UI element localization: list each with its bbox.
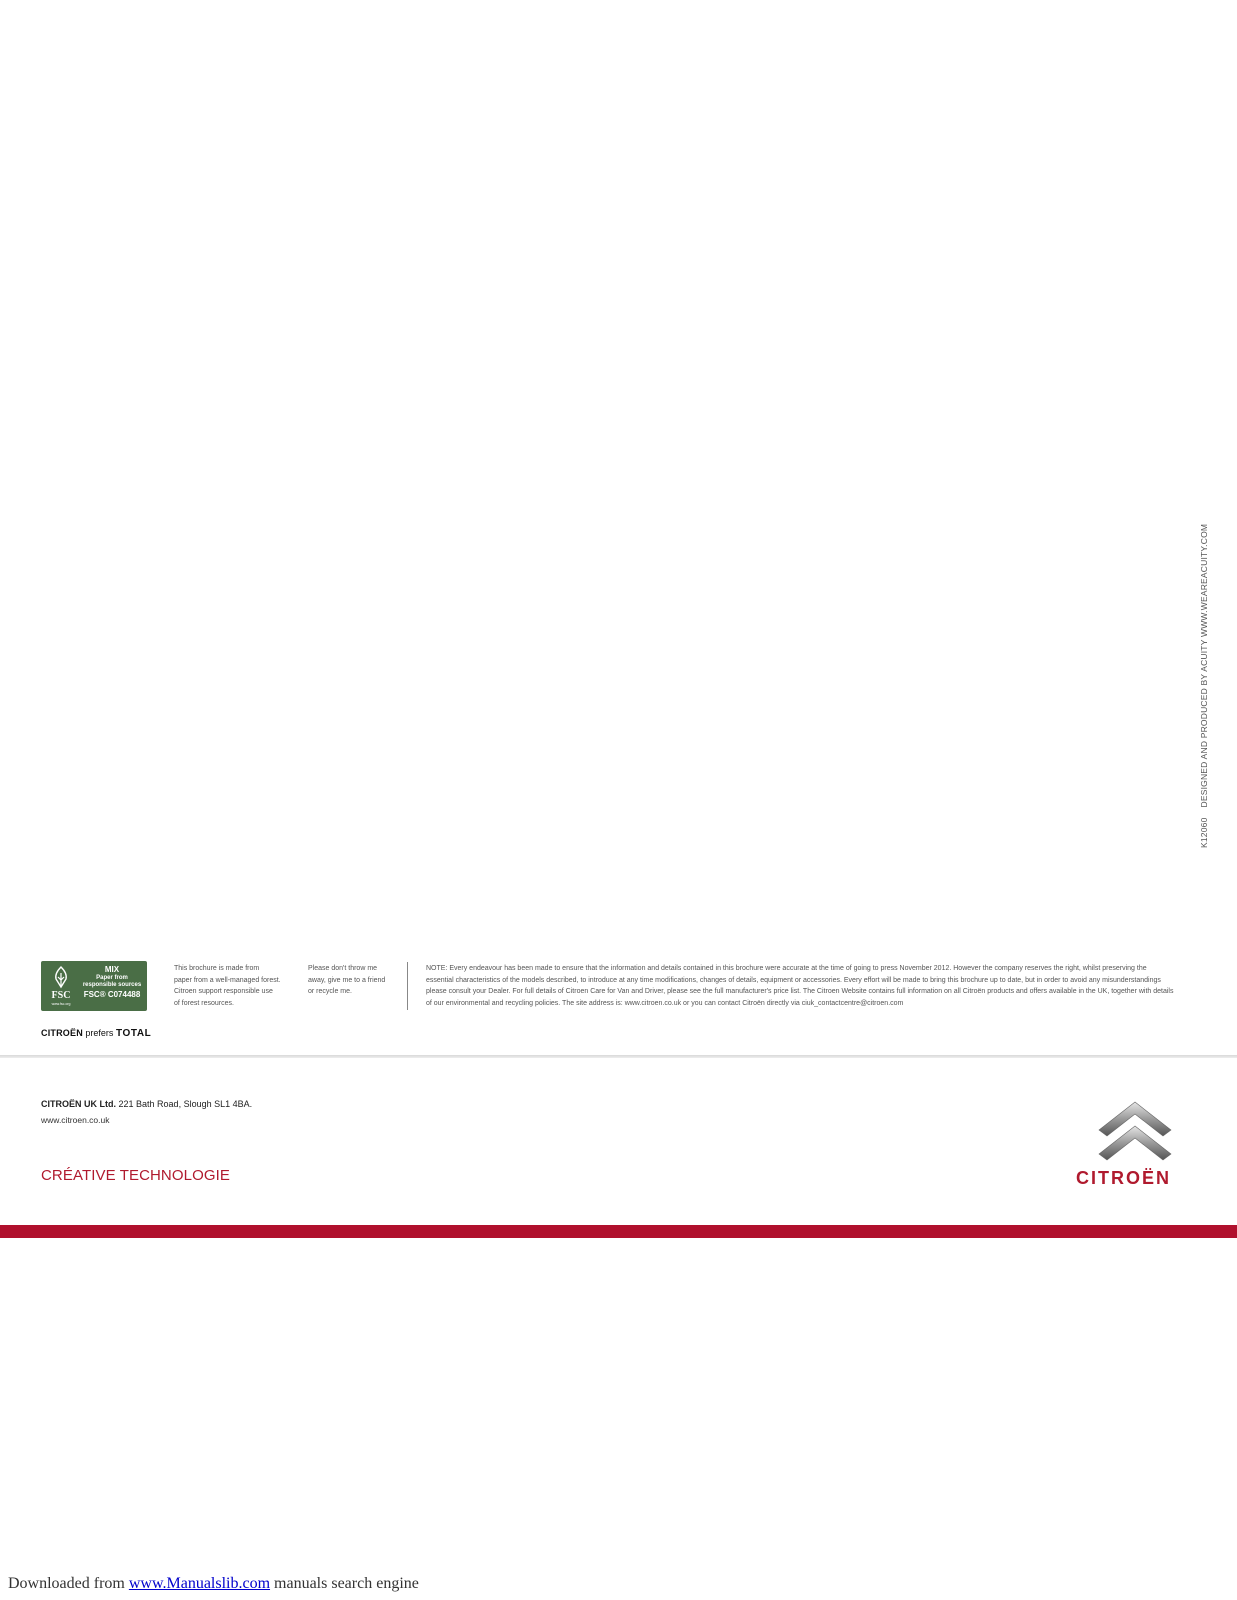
fsc-code: FSC® C074488 [83,990,141,999]
prefers-partner: TOTAL [115,1028,152,1039]
disclaimer-line: essential characteristics of the models described, to introduce at any time modifications, changes of details, equipment or accessories. Every effort will be made to bring this brochure up to date, but in order to avoid any misunderstandings [426,976,1161,984]
fsc-mix: MIX [104,965,120,974]
street-address: 221 Bath Road, Slough SL1 4BA. [118,1099,253,1109]
footer-suffix: manuals search engine [274,1575,419,1592]
disclaimer-note [426,963,1186,1009]
download-footer [8,1575,419,1593]
design-credit: DESIGNED AND PRODUCED BY ACUITY WWW.WEAREACUITY.COM [1199,523,1209,808]
citroen-wordmark: CITROËN [1076,1168,1171,1188]
prefers-word: prefers [85,1028,114,1038]
recycle-note-line: or recycle me. [308,988,352,995]
recycle-note-line: away, give me to a friend [308,976,386,984]
paper-note-line: paper from a well-managed forest. [174,976,281,984]
tagline: CRÉATIVE TECHNOLOGIE [41,1167,230,1184]
paper-note-line: of forest resources. [174,999,234,1007]
company-name: CITROËN UK Ltd. [41,1099,116,1109]
prefers-brand: CITROËN [41,1028,83,1038]
fsc-label [81,965,143,1001]
fsc-line2: responsible sources [82,982,142,988]
recycle-note [308,963,392,998]
disclaimer-line: please consult your Dealer. For full details of Citroen Care for Van and Driver, please see the full manufacturer's price list. The Citroen Website contains full information on all Citroën products and offers available in the UK, together with details [426,988,1174,995]
fsc-logo [41,961,147,1011]
job-code: K12060 [1199,817,1209,848]
company-address [41,1099,252,1109]
prefers-total [41,1028,151,1039]
recycle-note-line: Please don't throw me [308,965,378,972]
footer-prefix: Downloaded from [8,1575,125,1592]
red-band [0,1225,1237,1238]
disclaimer-line: NOTE: Every endeavour has been made to ensure that the information and details contained in this brochure were accurate at the time of going to press November 2012. However the company reserves the right, whilst preserving the [426,965,1147,972]
citroen-chevron-icon [1097,1100,1173,1166]
paper-note [174,963,292,1009]
section-divider [0,1055,1237,1058]
fsc-line1: Paper from [96,975,128,981]
disclaimer-line: of our environmental and recycling policies. The site address is: www.citroen.co.uk or you can contact Citroën directly via ciuk_contactcentre@citroen.com [426,999,904,1007]
vertical-credit [1199,524,1209,848]
paper-note-line: This brochure is made from [174,965,260,972]
fsc-url: www.fsc.org [51,1002,71,1006]
column-divider [407,962,408,1010]
fsc-tree-icon [47,965,75,989]
manualslib-link[interactable]: www.Manualslib.com [128,1575,271,1592]
paper-note-line: Citroen support responsible use [174,988,273,995]
fsc-mark: FSC [51,990,71,1001]
website-link[interactable]: www.citroen.co.uk [41,1115,110,1125]
